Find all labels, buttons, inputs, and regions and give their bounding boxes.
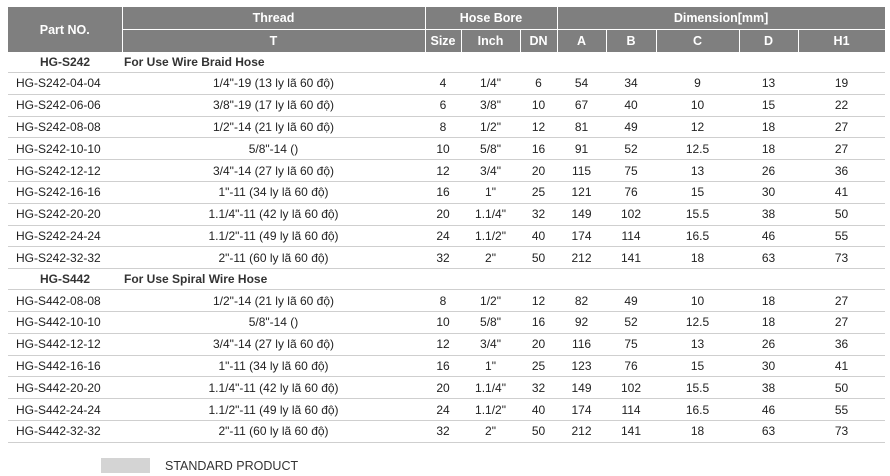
cell-c: 18 — [656, 420, 739, 442]
cell-h1: 27 — [798, 290, 885, 312]
table-row — [8, 225, 885, 247]
cell-b: 52 — [606, 311, 656, 333]
header-t: T — [122, 30, 425, 53]
cell-inch: 1/2" — [461, 116, 520, 138]
table-row — [8, 399, 885, 421]
cell-inch: 1/4" — [461, 73, 520, 95]
legend-label: STANDARD PRODUCT — [165, 459, 299, 473]
cell-a: 92 — [557, 311, 606, 333]
cell-thread: 3/4"-14 (27 ly lã 60 độ) — [122, 160, 425, 182]
cell-thread: 1.1/2"-11 (49 ly lã 60 độ) — [122, 225, 425, 247]
cell-a: 174 — [557, 399, 606, 421]
cell-c: 12.5 — [656, 138, 739, 160]
header-hose-bore: Hose Bore — [425, 7, 557, 30]
cell-d: 30 — [739, 355, 798, 377]
cell-a: 115 — [557, 160, 606, 182]
cell-h1: 50 — [798, 203, 885, 225]
cell-part-no: HG-S442-20-20 — [8, 377, 122, 399]
cell-d: 18 — [739, 138, 798, 160]
cell-part-no: HG-S442-16-16 — [8, 355, 122, 377]
cell-size: 32 — [425, 247, 461, 269]
table-row — [8, 290, 885, 312]
cell-part-no: HG-S242-20-20 — [8, 203, 122, 225]
cell-b: 75 — [606, 333, 656, 355]
cell-dn: 50 — [520, 420, 557, 442]
cell-inch: 1.1/4" — [461, 377, 520, 399]
cell-c: 12.5 — [656, 311, 739, 333]
cell-size: 24 — [425, 225, 461, 247]
cell-part-no: HG-S242-08-08 — [8, 116, 122, 138]
table-body — [8, 52, 885, 442]
cell-thread: 1/2"-14 (21 ly lã 60 độ) — [122, 116, 425, 138]
cell-thread: 1"-11 (34 ly lã 60 độ) — [122, 181, 425, 203]
cell-a: 82 — [557, 290, 606, 312]
cell-d: 13 — [739, 73, 798, 95]
table-row — [8, 420, 885, 442]
cell-part-no: HG-S242-04-04 — [8, 73, 122, 95]
header-inch: Inch — [461, 30, 520, 53]
cell-part-no: HG-S242-32-32 — [8, 247, 122, 269]
group-prefix: HG- — [39, 272, 62, 287]
cell-h1: 50 — [798, 377, 885, 399]
cell-h1: 27 — [798, 138, 885, 160]
cell-inch: 5/8" — [461, 311, 520, 333]
cell-h1: 27 — [798, 311, 885, 333]
table-row — [8, 247, 885, 269]
table-row — [8, 203, 885, 225]
cell-a: 123 — [557, 355, 606, 377]
cell-part-no: HG-S242-10-10 — [8, 138, 122, 160]
cell-inch: 1" — [461, 355, 520, 377]
cell-h1: 19 — [798, 73, 885, 95]
cell-dn: 20 — [520, 160, 557, 182]
cell-b: 52 — [606, 138, 656, 160]
cell-c: 10 — [656, 290, 739, 312]
cell-b: 34 — [606, 73, 656, 95]
cell-dn: 16 — [520, 311, 557, 333]
cell-c: 16.5 — [656, 225, 739, 247]
cell-d: 63 — [739, 420, 798, 442]
cell-part-no: HG-S242-24-24 — [8, 225, 122, 247]
cell-size: 8 — [425, 116, 461, 138]
cell-thread: 1/2"-14 (21 ly lã 60 độ) — [122, 290, 425, 312]
table-row — [8, 160, 885, 182]
header-size: Size — [425, 30, 461, 53]
table-row — [8, 355, 885, 377]
cell-d: 38 — [739, 377, 798, 399]
table-row — [8, 311, 885, 333]
cell-dn: 6 — [520, 73, 557, 95]
cell-part-no: HG-S442-24-24 — [8, 399, 122, 421]
cell-c: 18 — [656, 247, 739, 269]
cell-d: 46 — [739, 225, 798, 247]
table-row — [8, 94, 885, 116]
table-header — [8, 7, 885, 52]
cell-c: 10 — [656, 94, 739, 116]
cell-inch: 3/4" — [461, 160, 520, 182]
cell-thread: 2"-11 (60 ly lã 60 độ) — [122, 420, 425, 442]
cell-size: 16 — [425, 181, 461, 203]
cell-b: 102 — [606, 377, 656, 399]
cell-inch: 3/8" — [461, 94, 520, 116]
cell-dn: 16 — [520, 138, 557, 160]
group-prefix: HG- — [39, 55, 62, 69]
cell-a: 149 — [557, 203, 606, 225]
header-part-no: Part NO. — [8, 7, 122, 52]
cell-inch: 2" — [461, 420, 520, 442]
cell-b: 49 — [606, 116, 656, 138]
cell-thread: 3/4"-14 (27 ly lã 60 độ) — [122, 333, 425, 355]
cell-b: 102 — [606, 203, 656, 225]
cell-inch: 1.1/2" — [461, 225, 520, 247]
table-row — [8, 377, 885, 399]
group-description: For Use Spiral Wire Hose — [122, 269, 885, 290]
cell-c: 15 — [656, 181, 739, 203]
cell-thread: 1/4"-19 (13 ly lã 60 độ) — [122, 73, 425, 95]
cell-thread: 5/8"-14 () — [122, 311, 425, 333]
group-header-row — [8, 269, 885, 290]
cell-b: 76 — [606, 355, 656, 377]
cell-h1: 55 — [798, 399, 885, 421]
cell-d: 18 — [739, 290, 798, 312]
cell-thread: 3/8"-19 (17 ly lã 60 độ) — [122, 94, 425, 116]
cell-c: 13 — [656, 333, 739, 355]
cell-h1: 36 — [798, 160, 885, 182]
group-header-row — [8, 52, 885, 73]
cell-dn: 32 — [520, 377, 557, 399]
cell-c: 16.5 — [656, 399, 739, 421]
cell-h1: 41 — [798, 355, 885, 377]
cell-h1: 55 — [798, 225, 885, 247]
cell-a: 212 — [557, 247, 606, 269]
group-code: S442 — [61, 272, 91, 287]
cell-a: 91 — [557, 138, 606, 160]
cell-a: 149 — [557, 377, 606, 399]
table-row — [8, 333, 885, 355]
cell-dn: 25 — [520, 355, 557, 377]
cell-d: 15 — [739, 94, 798, 116]
cell-h1: 73 — [798, 420, 885, 442]
cell-h1: 41 — [798, 181, 885, 203]
header-a: A — [557, 30, 606, 53]
cell-b: 114 — [606, 225, 656, 247]
cell-dn: 40 — [520, 399, 557, 421]
cell-a: 54 — [557, 73, 606, 95]
cell-a: 212 — [557, 420, 606, 442]
table-row — [8, 138, 885, 160]
group-description: For Use Wire Braid Hose — [122, 52, 885, 73]
cell-part-no: HG-S242-12-12 — [8, 160, 122, 182]
cell-a: 121 — [557, 181, 606, 203]
cell-c: 15.5 — [656, 203, 739, 225]
header-h1: H1 — [798, 30, 885, 53]
cell-d: 38 — [739, 203, 798, 225]
cell-c: 12 — [656, 116, 739, 138]
cell-h1: 22 — [798, 94, 885, 116]
cell-size: 20 — [425, 377, 461, 399]
cell-d: 18 — [739, 311, 798, 333]
cell-size: 24 — [425, 399, 461, 421]
cell-size: 32 — [425, 420, 461, 442]
cell-h1: 36 — [798, 333, 885, 355]
cell-thread: 5/8"-14 () — [122, 138, 425, 160]
cell-d: 18 — [739, 116, 798, 138]
cell-b: 40 — [606, 94, 656, 116]
cell-thread: 1.1/2"-11 (49 ly lã 60 độ) — [122, 399, 425, 421]
cell-inch: 2" — [461, 247, 520, 269]
cell-part-no: HG-S442-32-32 — [8, 420, 122, 442]
group-name — [8, 52, 122, 73]
cell-size: 12 — [425, 160, 461, 182]
cell-dn: 20 — [520, 333, 557, 355]
cell-dn: 12 — [520, 290, 557, 312]
cell-inch: 1/2" — [461, 290, 520, 312]
cell-h1: 27 — [798, 116, 885, 138]
cell-size: 12 — [425, 333, 461, 355]
cell-size: 4 — [425, 73, 461, 95]
cell-a: 81 — [557, 116, 606, 138]
cell-b: 75 — [606, 160, 656, 182]
cell-a: 67 — [557, 94, 606, 116]
legend-swatch — [101, 458, 150, 473]
cell-size: 10 — [425, 138, 461, 160]
header-dn: DN — [520, 30, 557, 53]
cell-c: 9 — [656, 73, 739, 95]
table-row — [8, 116, 885, 138]
cell-inch: 1.1/4" — [461, 203, 520, 225]
cell-inch: 5/8" — [461, 138, 520, 160]
cell-c: 15.5 — [656, 377, 739, 399]
header-d: D — [739, 30, 798, 53]
cell-b: 141 — [606, 247, 656, 269]
cell-b: 141 — [606, 420, 656, 442]
cell-dn: 50 — [520, 247, 557, 269]
cell-size: 20 — [425, 203, 461, 225]
cell-part-no: HG-S442-12-12 — [8, 333, 122, 355]
cell-size: 10 — [425, 311, 461, 333]
cell-a: 116 — [557, 333, 606, 355]
cell-dn: 12 — [520, 116, 557, 138]
header-c: C — [656, 30, 739, 53]
cell-part-no: HG-S242-06-06 — [8, 94, 122, 116]
cell-inch: 1.1/2" — [461, 399, 520, 421]
cell-dn: 25 — [520, 181, 557, 203]
cell-d: 30 — [739, 181, 798, 203]
header-b: B — [606, 30, 656, 53]
cell-part-no: HG-S442-08-08 — [8, 290, 122, 312]
cell-h1: 73 — [798, 247, 885, 269]
group-name — [8, 269, 122, 290]
spec-table — [8, 7, 886, 443]
table-row — [8, 73, 885, 95]
cell-d: 26 — [739, 160, 798, 182]
cell-thread: 1.1/4"-11 (42 ly lã 60 độ) — [122, 377, 425, 399]
cell-dn: 32 — [520, 203, 557, 225]
cell-d: 46 — [739, 399, 798, 421]
cell-size: 6 — [425, 94, 461, 116]
cell-b: 76 — [606, 181, 656, 203]
cell-c: 15 — [656, 355, 739, 377]
cell-thread: 1"-11 (34 ly lã 60 độ) — [122, 355, 425, 377]
cell-b: 114 — [606, 399, 656, 421]
cell-thread: 1.1/4"-11 (42 ly lã 60 độ) — [122, 203, 425, 225]
cell-part-no: HG-S242-16-16 — [8, 181, 122, 203]
cell-part-no: HG-S442-10-10 — [8, 311, 122, 333]
group-code: S242 — [61, 55, 91, 69]
cell-inch: 1" — [461, 181, 520, 203]
cell-d: 26 — [739, 333, 798, 355]
cell-dn: 40 — [520, 225, 557, 247]
cell-c: 13 — [656, 160, 739, 182]
table-row — [8, 181, 885, 203]
cell-inch: 3/4" — [461, 333, 520, 355]
cell-dn: 10 — [520, 94, 557, 116]
header-thread: Thread — [122, 7, 425, 30]
cell-thread: 2"-11 (60 ly lã 60 độ) — [122, 247, 425, 269]
cell-a: 174 — [557, 225, 606, 247]
cell-size: 8 — [425, 290, 461, 312]
cell-size: 16 — [425, 355, 461, 377]
header-dimension: Dimension[mm] — [557, 7, 885, 30]
cell-d: 63 — [739, 247, 798, 269]
cell-b: 49 — [606, 290, 656, 312]
